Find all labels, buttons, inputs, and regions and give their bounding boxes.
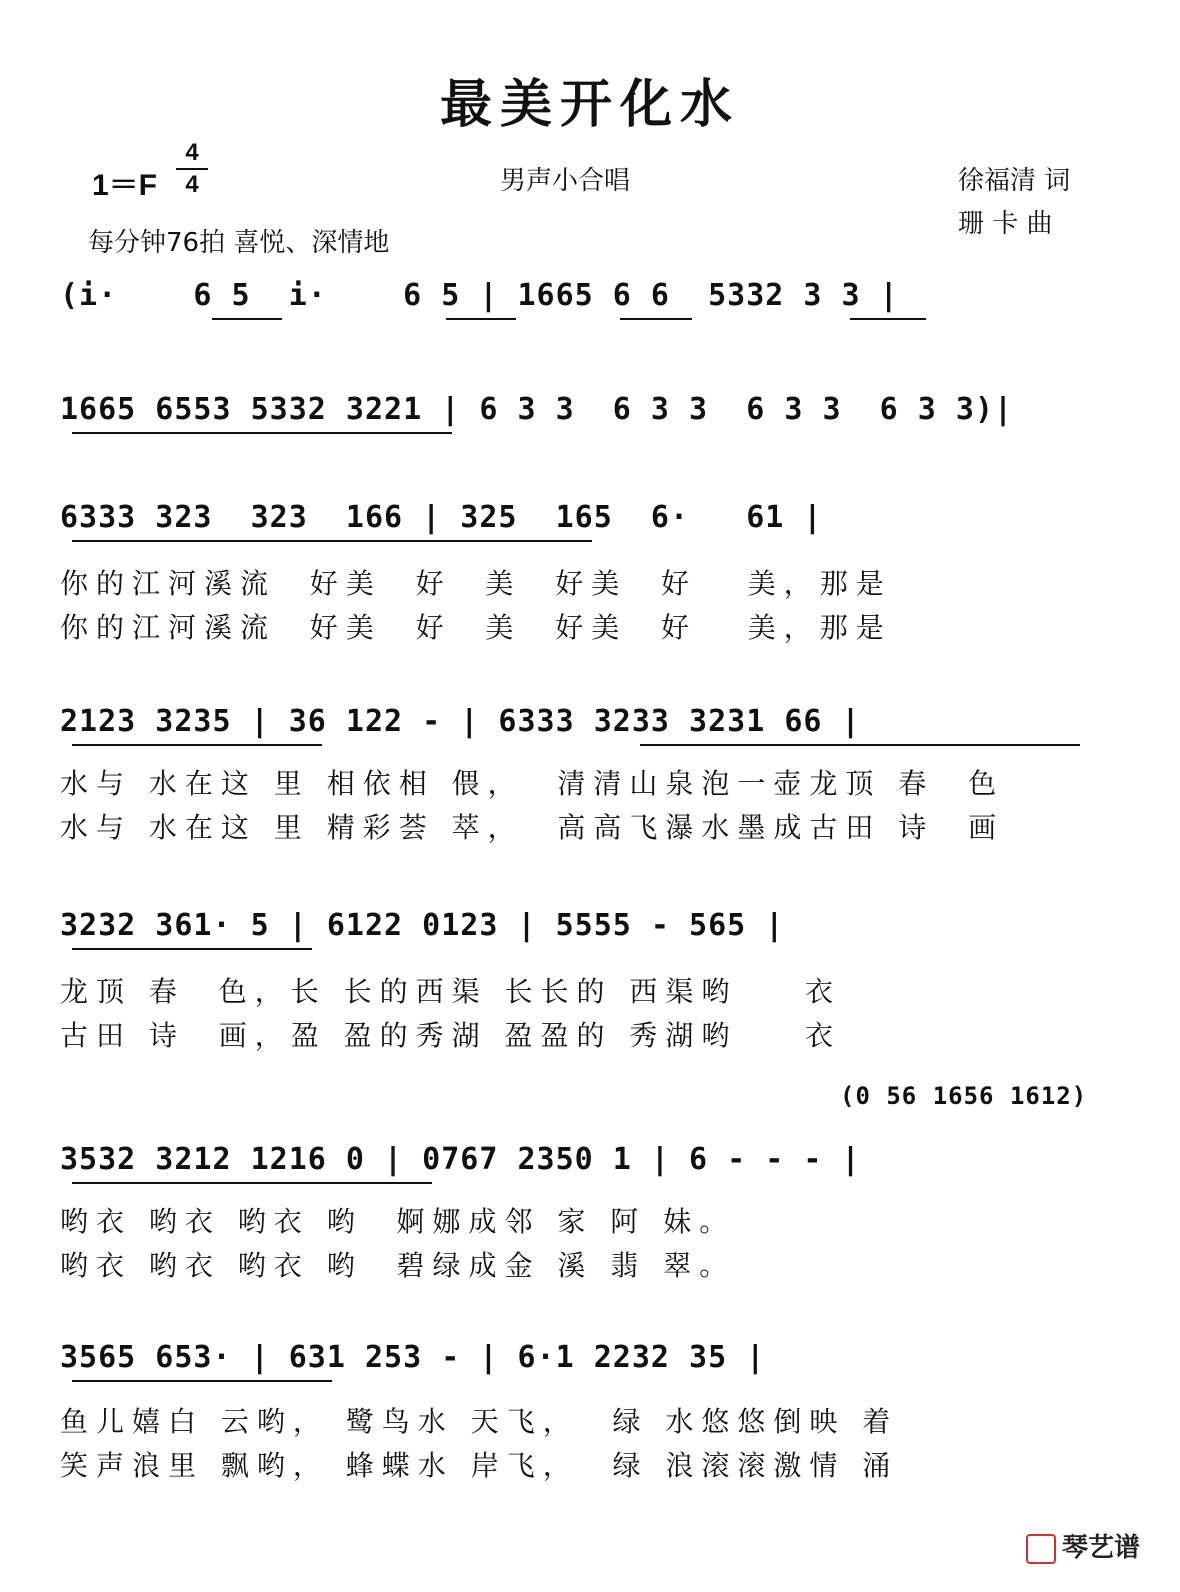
- score-line-6-lyrics-verse-2: 哟衣 哟衣 哟衣 哟 碧绿成金 溪 翡 翠。: [60, 1249, 736, 1282]
- score-line-6-notes: 3532 3212 1216 0 | 0767 2350 1 | 6 - - - |: [60, 1142, 861, 1177]
- time-signature-top: 4: [185, 139, 199, 166]
- time-signature-bottom: 4: [185, 171, 199, 198]
- song-title: 最美开化水: [439, 74, 740, 135]
- key-signature: 1＝F: [92, 169, 158, 202]
- score-line-3-notes: 6333 323 323 166 | 325 165 6· 61 |: [60, 500, 823, 535]
- beam-underline: [72, 744, 322, 746]
- beam-underline: [620, 318, 692, 320]
- score-line-7-notes: 3565 653· | 631 253 - | 6·1 2232 35 |: [60, 1340, 766, 1375]
- score-line-7-lyrics-verse-2: 笑声浪里 飘哟， 蜂蝶水 岸飞， 绿 浪滚滚激情 涌: [60, 1449, 899, 1482]
- performance-style: 男声小合唱: [500, 166, 631, 196]
- beam-underline: [72, 432, 452, 434]
- beam-underline: [640, 744, 1080, 746]
- beam-underline: [72, 540, 592, 542]
- lyricist-credit: 徐福清 词: [958, 166, 1071, 196]
- beam-underline: [72, 1380, 332, 1382]
- logo-icon: [1026, 1534, 1056, 1564]
- tempo-marking: 每分钟76拍 喜悦、深情地: [88, 228, 390, 258]
- composer-credit: 珊 卡 曲: [958, 209, 1053, 239]
- score-line-7-lyrics-verse-1: 鱼儿嬉白 云哟， 鹭鸟水 天飞， 绿 水悠悠倒映 着: [60, 1405, 899, 1438]
- score-line-6-lyrics-verse-1: 哟衣 哟衣 哟衣 哟 婀娜成邻 家 阿 妹。: [60, 1205, 736, 1238]
- score-line-5-notes: 3232 361· 5 | 6122 0123 | 5555 - 565 |: [60, 908, 785, 943]
- score-line-4-notes: 2123 3235 | 36 122 - | 6333 3233 3231 66 |: [60, 704, 861, 739]
- score-line-3-lyrics-verse-1: 你的江河溪流 好美 好 美 好美 好 美，那是: [60, 567, 892, 600]
- beam-underline: [446, 318, 516, 320]
- beam-underline: [850, 318, 926, 320]
- beam-underline: [212, 318, 282, 320]
- score-line-4-lyrics-verse-2: 水与 水在这 里 精彩荟 萃， 高高飞瀑水墨成古田 诗 画: [60, 811, 1005, 844]
- score-line-4-lyrics-verse-1: 水与 水在这 里 相依相 偎， 清清山泉泡一壶龙顶 春 色: [60, 767, 1005, 800]
- watermark: [1026, 1527, 1140, 1564]
- score-line-5-lyrics-verse-2: 古田 诗 画，盈 盈的秀湖 盈盈的 秀湖哟 衣: [60, 1019, 842, 1052]
- watermark-text: 琴艺谱: [1061, 1533, 1140, 1563]
- beam-underline: [72, 948, 312, 950]
- beam-underline: [72, 1182, 432, 1184]
- score-line-1-notes: (i· 6 5 i· 6 5 | 1665 6 6 5332 3 3 |: [60, 278, 899, 313]
- score-line-6-ossia: (0 56 1656 1612): [840, 1082, 1088, 1110]
- score-line-2-notes: 1665 6553 5332 3221 | 6 3 3 6 3 3 6 3 3 6 3 3)|: [60, 392, 1014, 427]
- time-signature: [176, 140, 208, 198]
- score-line-3-lyrics-verse-2: 你的江河溪流 好美 好 美 好美 好 美，那是: [60, 611, 892, 644]
- score-line-5-lyrics-verse-1: 龙顶 春 色，长 长的西渠 长长的 西渠哟 衣: [60, 975, 842, 1008]
